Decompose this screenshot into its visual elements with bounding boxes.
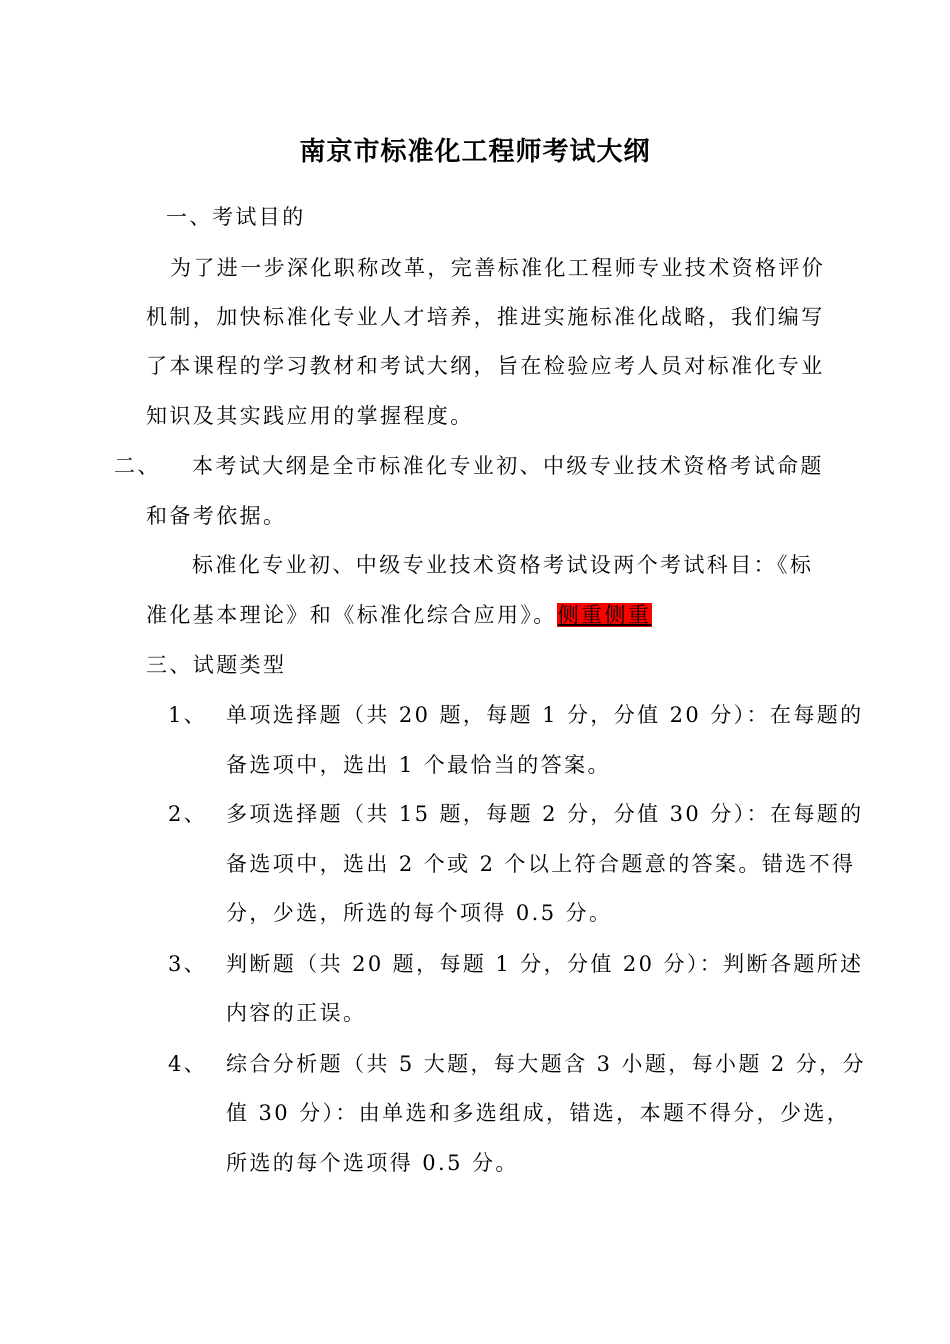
section1-paragraph-line: 为了进一步深化职称改革，完善标准化工程师专业技术资格评价: [170, 256, 826, 280]
list-item-number: 4、: [168, 1052, 208, 1076]
section3-heading: 三、试题类型: [146, 653, 287, 677]
list-item-number: 1、: [168, 703, 208, 727]
list-item-line: 综合分析题（共 5 大题，每大题含 3 小题，每小题 2 分，分: [226, 1052, 866, 1076]
list-item-line: 所选的每个选项得 0.5 分。: [226, 1151, 519, 1175]
list-item-line: 备选项中，选出 2 个或 2 个以上符合题意的答案。错选不得: [226, 852, 856, 876]
section1-paragraph-line: 了本课程的学习教材和考试大纲，旨在检验应考人员对标准化专业: [146, 354, 825, 378]
list-item-number: 2、: [168, 802, 208, 826]
section2-line: 和备考依据。: [146, 504, 287, 528]
list-item-line: 分，少选，所选的每个项得 0.5 分。: [226, 901, 613, 925]
section1-heading: 考试目的: [212, 205, 306, 229]
list-item-line: 值 30 分）：由单选和多选组成，错选，本题不得分，少选，: [226, 1101, 851, 1125]
section2-line: 本考试大纲是全市标准化专业初、中级专业技术资格考试命题: [192, 454, 824, 478]
list-item-line: 备选项中，选出 1 个最恰当的答案。: [226, 753, 611, 777]
section2-paragraph-line: 标准化专业初、中级专业技术资格考试设两个考试科目：《标: [192, 553, 814, 577]
section2-paragraph-line: [146, 601, 652, 629]
section2-paragraph-text: 准化基本理论》和《标准化综合应用》。: [146, 603, 557, 627]
list-item-number: 3、: [168, 952, 208, 976]
list-item-line: 内容的正误。: [226, 1001, 367, 1025]
list-item-line: 单项选择题（共 20 题，每题 1 分，分值 20 分）：在每题的: [226, 703, 864, 727]
section2-number: 二、: [114, 454, 161, 478]
list-item-line: 多项选择题（共 15 题，每题 2 分，分值 30 分）：在每题的: [226, 802, 864, 826]
section1-paragraph-line: 知识及其实践应用的掌握程度。: [146, 404, 474, 428]
highlighted-text: 侧重侧重: [557, 603, 652, 627]
list-item-line: 判断题（共 20 题，每题 1 分，分值 20 分）：判断各题所述: [226, 952, 864, 976]
document-title: 南京市标准化工程师考试大纲: [299, 137, 651, 167]
section1-number: 一、: [166, 205, 213, 229]
section1-paragraph-line: 机制，加快标准化专业人才培养，推进实施标准化战略，我们编写: [146, 305, 825, 329]
